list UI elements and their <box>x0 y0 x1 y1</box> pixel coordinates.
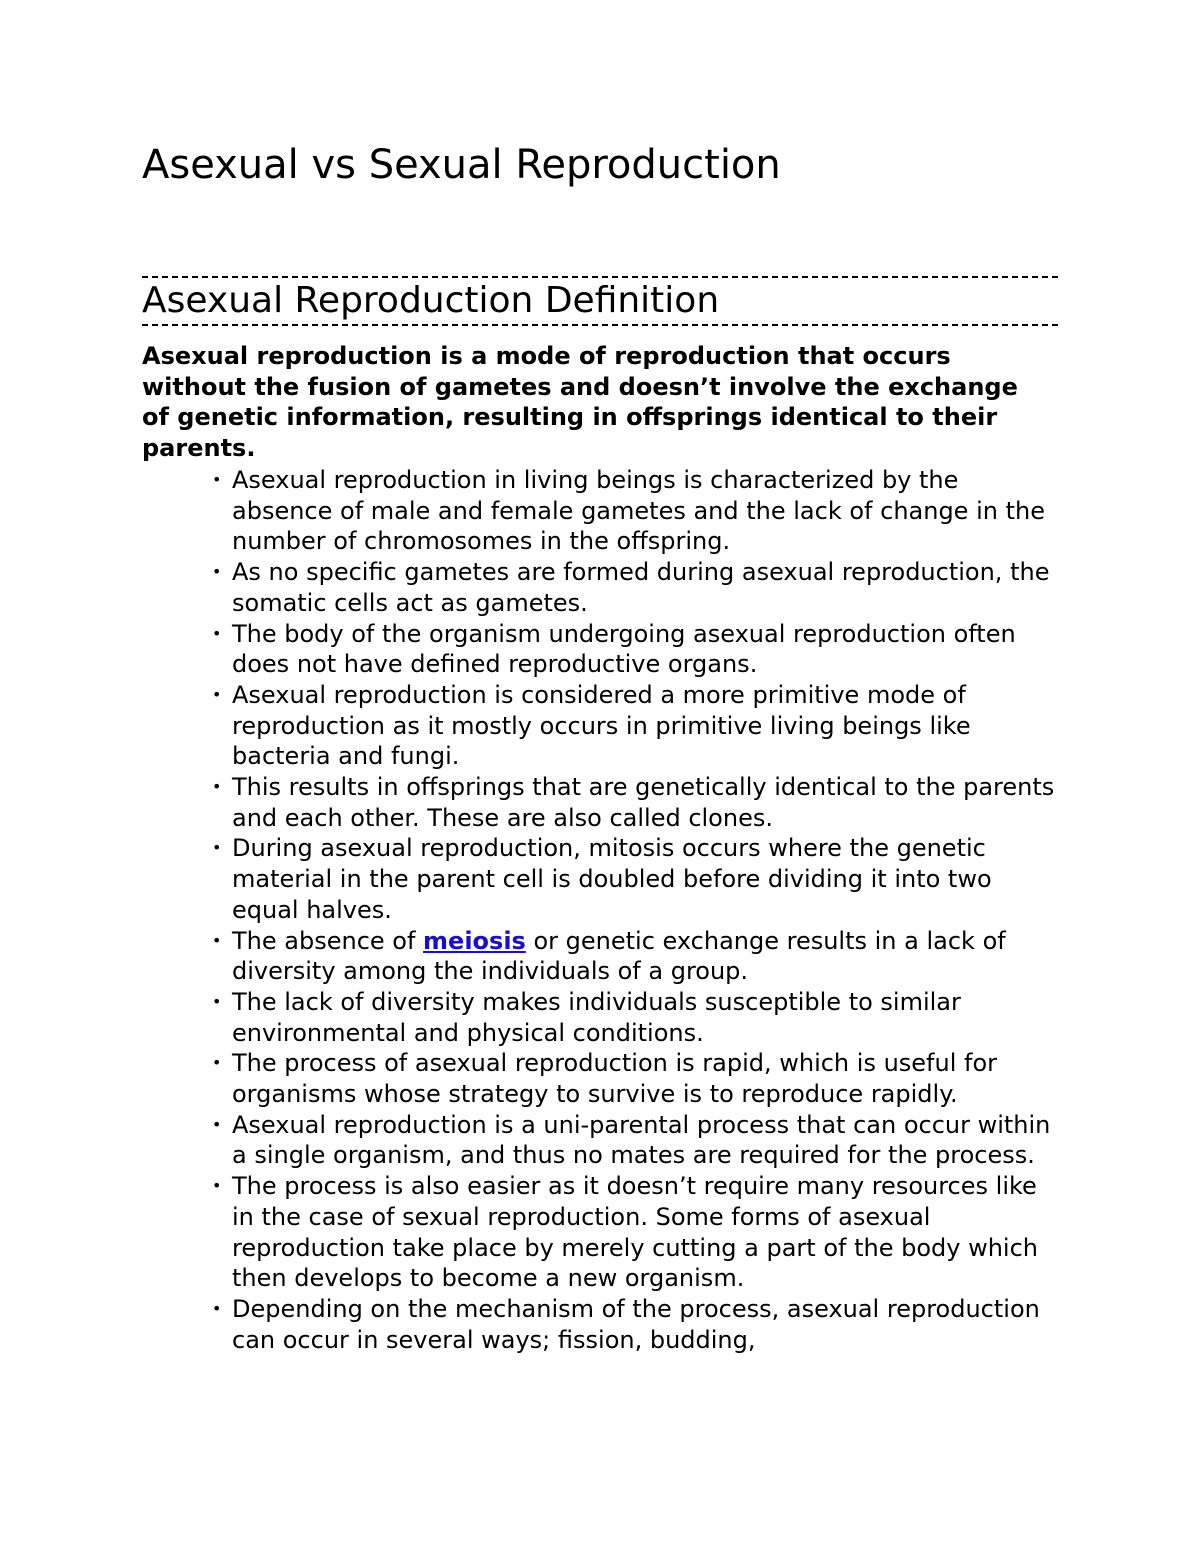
bullet-text: As no specific gametes are formed during asexual reproduction, the somatic cells act as gametes. <box>232 558 1050 617</box>
bullet-dot-icon: • <box>212 1053 222 1073</box>
bullet-text: During asexual reproduction, mitosis occurs where the genetic material in the parent cell is doubled before dividing it into two equal halves. <box>232 834 992 924</box>
bullet-text: Depending on the mechanism of the process, asexual reproduction can occur in several ways; fission, budding, <box>232 1294 1040 1354</box>
bullet-text: or genetic exchange results in a lack of diversity among the individuals of a group. <box>232 926 1006 986</box>
bullet-dot-icon: • <box>212 991 222 1011</box>
bullet-dot-icon: • <box>212 470 222 489</box>
document-title: Asexual vs Sexual Reproduction <box>142 142 781 188</box>
bullet-item <box>192 619 1062 680</box>
bullet-dot-icon: • <box>212 1176 222 1196</box>
bullet-dot-icon: • <box>212 684 222 704</box>
bullet-text: The process is also easier as it doesn’t require many resources like in the case of sexual reproduction. Some forms of asexual reproduction take place by merely cutting a part of the body which then develops to become a new organism. <box>232 1172 1039 1293</box>
bullet-text: The absence of <box>232 926 424 955</box>
intro-paragraph: Asexual reproduction is a mode of reproduction that occurs without the fusion of gametes and doesn’t involve the exchange of genetic information, resulting in offsprings identical to their parents. <box>142 342 1018 462</box>
bullet-text: Asexual reproduction in living beings is characterized by the absence of male and female gametes and the lack of change in the number of chromosomes in the offspring. <box>232 466 1045 556</box>
bullet-dot-icon: • <box>212 1114 222 1134</box>
bullet-dot-icon: • <box>212 838 222 858</box>
bullet-dot-icon: • <box>212 562 222 582</box>
bullet-dot-icon: • <box>212 623 222 643</box>
bullet-item <box>192 772 1062 833</box>
bullet-item <box>192 465 1062 557</box>
bullet-item <box>192 1171 1062 1294</box>
bullet-dot-icon: • <box>212 1298 222 1318</box>
bullet-item <box>192 926 1062 987</box>
heading-rule-bottom <box>142 324 1058 326</box>
meiosis-link[interactable]: meiosis <box>423 926 526 955</box>
bullet-text: This results in offsprings that are genetically identical to the parents and each other. These are also called clones. <box>232 773 1055 832</box>
bullet-text: The body of the organism undergoing asexual reproduction often does not have defined reproductive organs. <box>232 619 1016 679</box>
bullet-text: Asexual reproduction is a uni-parental process that can occur within a single organism, and thus no mates are required for the process. <box>232 1110 1051 1170</box>
bullet-item <box>192 1110 1062 1171</box>
bullet-text: Asexual reproduction is considered a more primitive mode of reproduction as it mostly occurs in primitive living beings like bacteria and fungi. <box>232 680 971 771</box>
bullet-item <box>192 987 1062 1048</box>
bullet-list <box>192 465 1062 1355</box>
bullet-item <box>192 680 1062 772</box>
section-heading: Asexual Reproduction Definition <box>142 280 720 321</box>
bullet-item <box>192 557 1062 618</box>
bullet-item <box>192 1048 1062 1109</box>
bullet-item <box>192 833 1062 925</box>
bullet-dot-icon: • <box>212 930 222 950</box>
bullet-text: The process of asexual reproduction is rapid, which is useful for organisms whose strategy to survive is to reproduce rapidly. <box>232 1049 998 1109</box>
bullet-text: The lack of diversity makes individuals susceptible to similar environmental and physical conditions. <box>232 987 961 1047</box>
bullet-item <box>192 1294 1062 1355</box>
bullet-dot-icon: • <box>212 777 222 797</box>
